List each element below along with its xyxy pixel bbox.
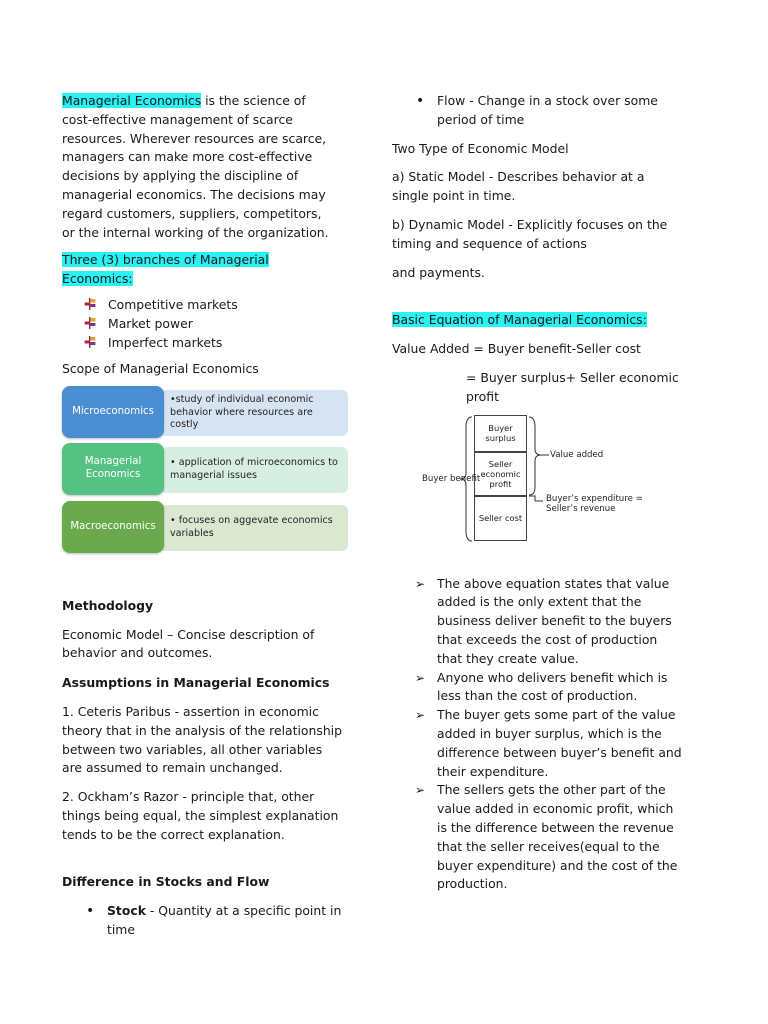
basic-equation-heading: Basic Equation of Managerial Economics: <box>392 312 647 328</box>
list-item: • Flow - Change in a stock over some period of time <box>392 92 684 130</box>
equation-line-1: Value Added = Buyer benefit-Seller cost <box>392 341 641 357</box>
intro-paragraph <box>62 92 332 242</box>
left-column <box>62 92 342 940</box>
branches-heading: Three (3) branches of Managerial Economics: <box>62 252 269 287</box>
list-item: ➢ The buyer gets some part of the value added in buyer surplus, which is the difference between buyer’s benefit and their expenditure. <box>415 707 682 779</box>
scope-box-macro: Macroeconomics <box>62 501 164 553</box>
seller-cost-cell: Seller cost <box>474 496 527 541</box>
right-column <box>392 92 684 894</box>
flag-bullet-icon <box>84 317 96 329</box>
ceteris-paribus-text: 1. Ceteris Paribus - assertion in economic theory that in the analysis of the relationship between two variables, all other variables are assumed to remain unchanged. <box>62 703 342 776</box>
static-model-text: a) Static Model - Describes behavior at a single point in time. <box>392 169 645 204</box>
payments-text: and payments. <box>392 264 485 280</box>
list-item: Competitive markets <box>84 295 342 314</box>
list-item: ➢ Anyone who delivers benefit which is less than the cost of production. <box>415 669 668 704</box>
scope-box-managerial: Managerial Economics <box>62 443 164 495</box>
equation-line-2: = Buyer surplus+ Seller economic profit <box>466 369 679 404</box>
branches-heading-wrap <box>62 251 342 289</box>
branches-list <box>62 295 342 352</box>
list-item: ➢ The above equation states that value added is the only extent that the business deliver benefit to the buyers that exceeds the cost of production that they create value. <box>415 575 672 666</box>
intro-text: is the science of cost-effective management of scarce resources. Wherever resources are scarce, managers can make more cost-effective decisions by applying the discipline of managerial economics. The decisions may regard customers, suppliers, competitors, or the internal working of the organization. <box>62 93 329 240</box>
managerial-economics-term: Managerial Economics <box>62 93 202 108</box>
flag-bullet-icon <box>84 298 96 310</box>
scope-box-micro: Microeconomics <box>62 386 164 438</box>
buyer-surplus-cell: Buyer surplus <box>474 415 527 452</box>
scope-desc-micro: •study of individual economic behavior where resources are costly <box>160 390 348 436</box>
diagram-braces <box>392 415 652 565</box>
expenditure-label: Buyer’s expenditure = Seller’s revenue <box>546 493 643 514</box>
basic-heading-wrap <box>392 311 684 330</box>
flag-bullet-icon <box>84 336 96 348</box>
dynamic-model-text: b) Dynamic Model - Explicitly focuses on the timing and sequence of actions <box>392 216 668 251</box>
stock-list <box>62 902 342 940</box>
scope-desc-managerial: • application of microeconomics to managerial issues <box>160 447 348 493</box>
stock-term: Stock <box>107 903 146 919</box>
two-type-heading: Two Type of Economic Model <box>392 140 569 156</box>
scope-heading: Scope of Managerial Economics <box>62 360 259 376</box>
buyer-benefit-label: Buyer benefit <box>422 473 481 484</box>
scope-desc-macro: • focuses on aggevate economics variables <box>160 505 348 551</box>
seller-profit-cell: Seller economic profit <box>474 452 527 496</box>
stocks-flow-heading: Difference in Stocks and Flow <box>62 873 270 889</box>
arrow-bullet-icon: ➢ <box>415 670 426 685</box>
stock-definition: - Quantity at a specific point in time <box>107 903 342 938</box>
economic-model-text: Economic Model – Concise description of behavior and outcomes. <box>62 626 315 661</box>
value-added-diagram <box>392 415 652 565</box>
methodology-heading: Methodology <box>62 597 154 613</box>
arrow-bullet-icon: ➢ <box>415 708 426 723</box>
arrow-bullet-icon: ➢ <box>415 783 426 798</box>
ockham-razor-text: 2. Ockham’s Razor - principle that, other things being equal, the simplest explanation tends to be the correct explanation. <box>62 789 339 842</box>
arrow-bullet-icon: ➢ <box>415 576 426 591</box>
list-item <box>62 902 342 940</box>
list-item: Imperfect markets <box>84 333 342 352</box>
value-added-label: Value added <box>550 449 604 460</box>
assumptions-heading: Assumptions in Managerial Economics <box>62 675 330 691</box>
list-item: Market power <box>84 314 342 333</box>
equation-points-list <box>392 575 684 895</box>
flow-list <box>392 92 684 130</box>
list-item: ➢ The sellers gets the other part of the value added in economic profit, which is the difference between the revenue that the seller receives(equal to the buyer expenditure) and the cost of the production. <box>415 782 678 892</box>
scope-diagram <box>62 385 350 557</box>
